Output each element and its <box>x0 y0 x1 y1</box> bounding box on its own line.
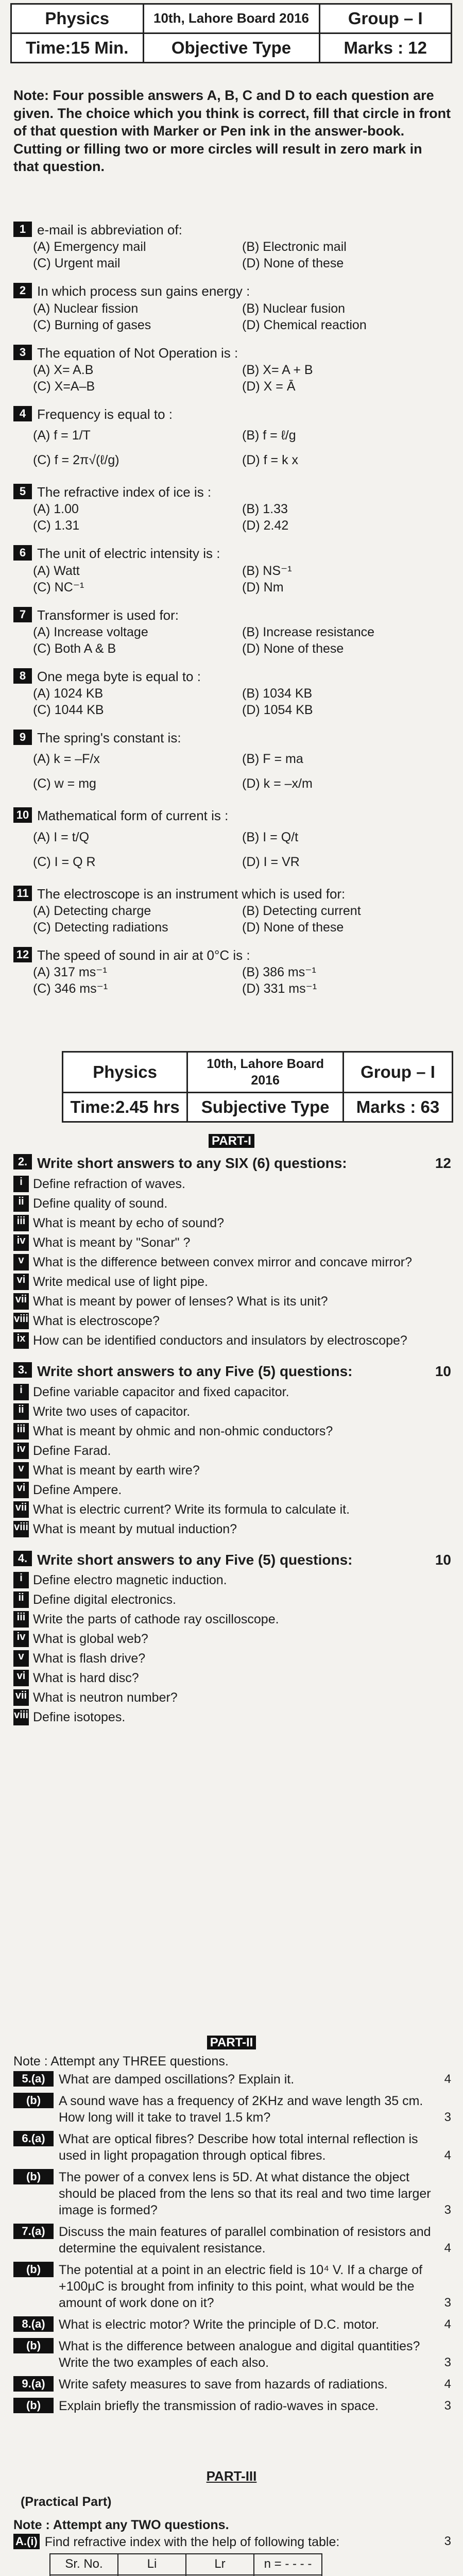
option-a: (A) Detecting charge <box>33 903 151 918</box>
question-title: Write short answers to any SIX (6) questions: <box>37 1155 347 1171</box>
item-roman: viii <box>13 1709 29 1725</box>
short-question-item <box>13 1403 451 1420</box>
option-a: (A) I = t/Q <box>33 829 90 844</box>
item-roman: v <box>13 1650 29 1667</box>
short-question-item <box>13 1482 451 1498</box>
question-number: (b) <box>13 2262 54 2277</box>
table-header: Li <box>118 2554 186 2575</box>
mcq-question <box>13 406 451 472</box>
short-question-item <box>13 1254 451 1270</box>
mcq-question <box>13 947 451 997</box>
option-a: (A) X= A.B <box>33 362 94 377</box>
option-c: (C) Detecting radiations <box>33 920 168 935</box>
question-number: 11 <box>13 886 32 901</box>
item-roman: viii <box>13 1313 29 1329</box>
question-text: Frequency is equal to : <box>37 406 173 422</box>
table-header: Lr <box>186 2554 254 2575</box>
mcq-stem-row <box>13 807 451 824</box>
short-question-item <box>13 1332 451 1349</box>
long-question <box>13 2338 451 2371</box>
option-d: (D) Nm <box>242 580 284 595</box>
marks-cell: Marks : 63 <box>344 1093 453 1122</box>
q-marks: 3 <box>444 2534 451 2548</box>
group-cell: Group – I <box>344 1052 453 1093</box>
mcq-question <box>13 345 451 395</box>
short-question-item <box>13 1572 451 1588</box>
option-b: (B) 386 ms⁻¹ <box>242 965 316 980</box>
mcq-options <box>33 423 451 472</box>
practical-a-i <box>13 2534 451 2550</box>
mcq-stem-row <box>13 406 451 423</box>
mcq-question <box>13 545 451 595</box>
short-question-q2 <box>13 1154 451 1349</box>
refraction-table <box>49 2553 322 2576</box>
mcq-stem-row <box>13 484 451 501</box>
item-roman: v <box>13 1462 29 1479</box>
item-text: What is meant by echo of sound? <box>33 1215 225 1230</box>
item-text: What is meant by mutual induction? <box>33 1521 237 1536</box>
item-text: What is neutron number? <box>33 1690 178 1705</box>
mcq-options <box>33 747 451 796</box>
short-question-item <box>13 1293 451 1310</box>
item-text: What is meant by power of lenses? What is its unit? <box>33 1294 328 1309</box>
item-text: What is electroscope? <box>33 1313 160 1328</box>
option-b: (B) I = Q/t <box>242 829 299 844</box>
question-number: 6 <box>13 545 32 561</box>
question-text: Write safety measures to save from hazards of radiations. <box>59 2377 388 2392</box>
time-cell: Time:2.45 hrs <box>63 1093 187 1122</box>
question-number: 7 <box>13 607 32 622</box>
type-cell: Objective Type <box>143 33 319 63</box>
option-a: (A) f = 1/T <box>33 428 91 443</box>
question-text: The electroscope is an instrument which is used for: <box>37 886 346 902</box>
long-question <box>13 2093 451 2126</box>
mcq-options <box>33 903 451 936</box>
question-text: The potential at a point in an electric field is 10⁴ V. If a charge of +100μC is brought from infinity to this point, what would be the amount of work done on it? <box>59 2263 423 2310</box>
objective-note: Note: Four possible answers A, B, C and D to each question are given. The choice which you think is correct, fill that circle in front of that question with Marker or Pen ink in the answer-book. Cutting or filling two or more circles will result in zero mark in that question. <box>13 88 451 175</box>
option-d: (D) k = –x/m <box>242 776 313 791</box>
question-number: 8.(a) <box>13 2316 54 2332</box>
question-text: What are damped oscillations? Explain it. <box>59 2072 295 2087</box>
question-text: In which process sun gains energy : <box>37 283 250 299</box>
question-text: The unit of electric intensity is : <box>37 546 220 562</box>
mcq-stem-row <box>13 730 451 747</box>
question-text: A sound wave has a frequency of 2KHz and wave length 35 cm. How long will it take to travel 1.5 km? <box>59 2094 423 2125</box>
subjective-header <box>62 1051 453 1123</box>
option-c: (C) 346 ms⁻¹ <box>33 981 108 996</box>
mcq-question <box>13 607 451 657</box>
question-number: 9.(a) <box>13 2376 54 2392</box>
question-text: e-mail is abbreviation of: <box>37 222 182 238</box>
item-text: Write the parts of cathode ray oscilloscope. <box>33 1612 279 1627</box>
q-number: A.(i) <box>13 2534 40 2549</box>
question-number: (b) <box>13 2093 54 2108</box>
board-cell: 10th, Lahore Board 2016 <box>143 4 319 33</box>
question-marks: 4 <box>444 2241 451 2256</box>
short-question-item <box>13 1443 451 1459</box>
item-roman: ii <box>13 1591 29 1608</box>
mcq-options <box>33 624 451 657</box>
long-question <box>13 2071 451 2088</box>
item-roman: vii <box>13 1501 29 1518</box>
option-d: (D) 1054 KB <box>242 703 313 718</box>
question-text: Discuss the main features of parallel combination of resistors and determine the equivalent resistance. <box>59 2225 431 2256</box>
option-b: (B) Increase resistance <box>242 624 375 639</box>
question-title: Write short answers to any Five (5) questions: <box>37 1363 353 1379</box>
item-roman: vi <box>13 1274 29 1290</box>
item-roman: viii <box>13 1521 29 1537</box>
long-question <box>13 2169 451 2218</box>
option-c: (C) 1044 KB <box>33 703 104 718</box>
question-text: Transformer is used for: <box>37 607 179 623</box>
marks-cell: Marks : 12 <box>319 33 452 63</box>
item-roman: v <box>13 1254 29 1270</box>
table-header: Sr. No. <box>50 2554 118 2575</box>
mcq-options <box>33 685 451 718</box>
table-header-row <box>50 2554 322 2575</box>
mcq-options <box>33 501 451 534</box>
short-question-item <box>13 1591 451 1608</box>
item-roman: iii <box>13 1611 29 1628</box>
mcq-stem-row <box>13 283 451 300</box>
mcq-options <box>33 825 451 874</box>
option-d: (D) X = Ā <box>242 379 296 394</box>
short-question-item <box>13 1462 451 1479</box>
question-marks: 4 <box>444 2072 451 2087</box>
short-question-heading <box>13 1154 451 1173</box>
option-b: (B) Nuclear fusion <box>242 301 346 316</box>
option-c: (C) I = Q R <box>33 854 96 869</box>
option-b: (B) 1.33 <box>242 502 288 517</box>
item-text: Define Ampere. <box>33 1482 122 1497</box>
option-b: (B) Detecting current <box>242 903 361 918</box>
option-c: (C) NC⁻¹ <box>33 580 84 595</box>
option-a: (A) Emergency mail <box>33 240 146 255</box>
item-text: Define refraction of waves. <box>33 1176 185 1191</box>
item-text: What is global web? <box>33 1632 148 1647</box>
option-b: (B) F = ma <box>242 752 303 767</box>
question-number: 2 <box>13 283 32 298</box>
mcq-question <box>13 886 451 936</box>
mcq-stem-row <box>13 222 451 239</box>
question-number: 9 <box>13 730 32 745</box>
question-number: 4. <box>13 1551 32 1566</box>
question-number: 3. <box>13 1362 32 1378</box>
question-marks: 3 <box>444 2355 451 2370</box>
short-question-item <box>13 1670 451 1686</box>
practical-label: (Practical Part) <box>21 2495 112 2509</box>
option-c: (C) Burning of gases <box>33 317 151 332</box>
option-c: (C) Both A & B <box>33 641 116 656</box>
part-3-heading: PART-III <box>206 2468 257 2484</box>
question-number: 5.(a) <box>13 2071 54 2087</box>
short-question-heading <box>13 1362 451 1381</box>
mcq-question <box>13 484 451 534</box>
option-a: (A) Increase voltage <box>33 624 148 639</box>
mcq-options <box>33 563 451 596</box>
item-text: Write medical use of light pipe. <box>33 1274 208 1289</box>
item-text: Define isotopes. <box>33 1710 126 1725</box>
question-text: What is electric motor? Write the principle of D.C. motor. <box>59 2317 379 2332</box>
item-roman: i <box>13 1384 29 1400</box>
option-a: (A) k = –F/x <box>33 752 100 767</box>
mcq-stem-row <box>13 668 451 685</box>
item-text: What is meant by earth wire? <box>33 1463 200 1478</box>
item-text: Write two uses of capacitor. <box>33 1404 191 1419</box>
question-number: (b) <box>13 2398 54 2413</box>
question-text: The spring's constant is: <box>37 730 181 746</box>
long-question <box>13 2131 451 2164</box>
objective-header <box>10 3 452 63</box>
option-d: (D) None of these <box>242 641 344 656</box>
time-cell: Time:15 Min. <box>11 33 144 63</box>
option-c: (C) w = mg <box>33 776 96 791</box>
short-questions <box>13 1154 451 1739</box>
question-number: 8 <box>13 668 32 684</box>
question-number: (b) <box>13 2169 54 2184</box>
question-marks: 3 <box>444 2110 451 2125</box>
short-question-item <box>13 1689 451 1706</box>
item-roman: iv <box>13 1443 29 1459</box>
mcq-question <box>13 283 451 333</box>
short-question-item <box>13 1521 451 1537</box>
option-b: (B) NS⁻¹ <box>242 563 292 578</box>
mcq-options <box>33 239 451 272</box>
mcq-question <box>13 222 451 272</box>
question-marks: 12 <box>435 1155 451 1171</box>
question-marks: 3 <box>444 2399 451 2413</box>
item-roman: vii <box>13 1689 29 1706</box>
question-text: What is the difference between analogue and digital quantities? Write the two examples of each also. <box>59 2339 420 2370</box>
mcq-options <box>33 362 451 395</box>
item-text: What is meant by "Sonar" ? <box>33 1235 191 1250</box>
item-roman: ii <box>13 1195 29 1212</box>
item-roman: iii <box>13 1423 29 1439</box>
item-roman: ii <box>13 1403 29 1420</box>
short-question-q4 <box>13 1551 451 1726</box>
option-a: (A) Nuclear fission <box>33 301 139 316</box>
subject-cell: Physics <box>63 1052 187 1093</box>
option-d: (D) I = VR <box>242 854 300 869</box>
short-question-item <box>13 1234 451 1251</box>
option-b: (B) Electronic mail <box>242 240 347 255</box>
part-2-note: Note : Attempt any THREE questions. <box>13 2054 229 2069</box>
option-a: (A) Watt <box>33 563 80 578</box>
short-question-item <box>13 1650 451 1667</box>
option-c: (C) f = 2π√(ℓ/g) <box>33 453 119 468</box>
mcq-stem-row <box>13 345 451 362</box>
question-marks: 10 <box>435 1363 451 1379</box>
option-b: (B) 1034 KB <box>242 686 313 701</box>
board-cell: 10th, Lahore Board 2016 <box>187 1052 344 1093</box>
option-b: (B) f = ℓ/g <box>242 428 296 443</box>
practical-questions <box>13 2534 451 2576</box>
short-question-item <box>13 1631 451 1647</box>
question-text: The power of a convex lens is 5D. At what distance the object should be placed from the lens so that its real and two time larger image is formed? <box>59 2170 431 2217</box>
question-marks: 10 <box>435 1551 451 1568</box>
option-b: (B) X= A + B <box>242 362 313 377</box>
item-text: What is electric current? Write its formula to calculate it. <box>33 1502 350 1517</box>
short-question-q3 <box>13 1362 451 1537</box>
option-c: (C) X=A–B <box>33 379 95 394</box>
question-text: Mathematical form of current is : <box>37 808 229 824</box>
part-1-heading: PART-I <box>209 1134 254 1148</box>
item-text: What is flash drive? <box>33 1651 146 1666</box>
question-marks: 4 <box>444 2377 451 2392</box>
question-number: 6.(a) <box>13 2131 54 2146</box>
long-question <box>13 2316 451 2333</box>
option-a: (A) 317 ms⁻¹ <box>33 965 107 980</box>
long-questions <box>13 2071 451 2419</box>
item-roman: vii <box>13 1293 29 1310</box>
item-text: How can be identified conductors and insulators by electroscope? <box>33 1333 407 1348</box>
option-d: (D) f = k x <box>242 453 299 468</box>
question-number: 5 <box>13 484 32 499</box>
subject-cell: Physics <box>11 4 144 33</box>
item-text: Define digital electronics. <box>33 1592 176 1607</box>
short-question-item <box>13 1195 451 1212</box>
short-question-item <box>13 1215 451 1231</box>
option-d: (D) 331 ms⁻¹ <box>242 981 317 996</box>
question-text: The speed of sound in air at 0°C is : <box>37 947 250 963</box>
part-2-heading: PART-II <box>207 2036 256 2049</box>
option-c: (C) Urgent mail <box>33 256 121 271</box>
question-text: Explain briefly the transmission of radio-waves in space. <box>59 2399 379 2413</box>
type-cell: Subjective Type <box>187 1093 344 1122</box>
item-roman: vi <box>13 1482 29 1498</box>
question-marks: 3 <box>444 2296 451 2310</box>
long-question <box>13 2376 451 2393</box>
short-question-heading <box>13 1551 451 1569</box>
short-question-item <box>13 1501 451 1518</box>
question-number: 1 <box>13 222 32 237</box>
long-question <box>13 2262 451 2311</box>
mcq-options <box>33 300 451 333</box>
item-roman: vi <box>13 1670 29 1686</box>
item-text: What is hard disc? <box>33 1671 139 1686</box>
question-number: 3 <box>13 345 32 360</box>
short-question-item <box>13 1384 451 1400</box>
short-question-item <box>13 1313 451 1329</box>
short-question-item <box>13 1274 451 1290</box>
item-text: Define Farad. <box>33 1443 111 1458</box>
mcq-stem-row <box>13 947 451 964</box>
option-d: (D) None of these <box>242 256 344 271</box>
option-d: (D) 2.42 <box>242 518 289 533</box>
item-text: What is meant by ohmic and non-ohmic conductors? <box>33 1423 333 1438</box>
question-text: One mega byte is equal to : <box>37 668 201 684</box>
question-marks: 3 <box>444 2203 451 2217</box>
item-roman: i <box>13 1176 29 1192</box>
item-roman: i <box>13 1572 29 1588</box>
table-header: n = - - - - <box>254 2554 322 2575</box>
option-c: (C) 1.31 <box>33 518 80 533</box>
option-d: (D) None of these <box>242 920 344 935</box>
question-text: The equation of Not Operation is : <box>37 345 238 361</box>
short-question-item <box>13 1176 451 1192</box>
mcq-stem-row <box>13 886 451 903</box>
item-roman: ix <box>13 1332 29 1349</box>
question-number: (b) <box>13 2338 54 2353</box>
question-number: 2. <box>13 1154 32 1170</box>
question-text: The refractive index of ice is : <box>37 484 212 500</box>
mcq-question <box>13 807 451 874</box>
item-text: What is the difference between convex mirror and concave mirror? <box>33 1255 412 1269</box>
question-number: 12 <box>13 947 32 962</box>
mcq-question <box>13 730 451 796</box>
part-3-note: Note : Attempt any TWO questions. <box>13 2518 229 2532</box>
question-marks: 4 <box>444 2148 451 2163</box>
question-title: Write short answers to any Five (5) questions: <box>37 1551 353 1568</box>
q-text: Find refractive index with the help of following table: <box>44 2535 340 2549</box>
question-number: 10 <box>13 807 32 823</box>
mcq-stem-row <box>13 545 451 562</box>
long-question <box>13 2224 451 2257</box>
short-question-item <box>13 1423 451 1439</box>
mcq-list <box>13 222 451 1008</box>
mcq-question <box>13 668 451 718</box>
short-question-item <box>13 1709 451 1725</box>
item-text: Define electro magnetic induction. <box>33 1573 227 1588</box>
option-a: (A) 1024 KB <box>33 686 104 701</box>
mcq-stem-row <box>13 607 451 624</box>
question-marks: 4 <box>444 2317 451 2332</box>
mcq-options <box>33 964 451 997</box>
item-roman: iii <box>13 1215 29 1231</box>
item-roman: iv <box>13 1234 29 1251</box>
question-text: What are optical fibres? Describe how total internal reflection is used in light propagation through optical fibres. <box>59 2132 418 2163</box>
item-text: Define quality of sound. <box>33 1196 168 1211</box>
item-text: Define variable capacitor and fixed capacitor. <box>33 1384 289 1399</box>
question-number: 7.(a) <box>13 2224 54 2239</box>
short-question-item <box>13 1611 451 1628</box>
question-number: 4 <box>13 406 32 421</box>
option-a: (A) 1.00 <box>33 502 79 517</box>
item-roman: iv <box>13 1631 29 1647</box>
long-question <box>13 2398 451 2414</box>
option-d: (D) Chemical reaction <box>242 317 367 332</box>
group-cell: Group – I <box>319 4 452 33</box>
